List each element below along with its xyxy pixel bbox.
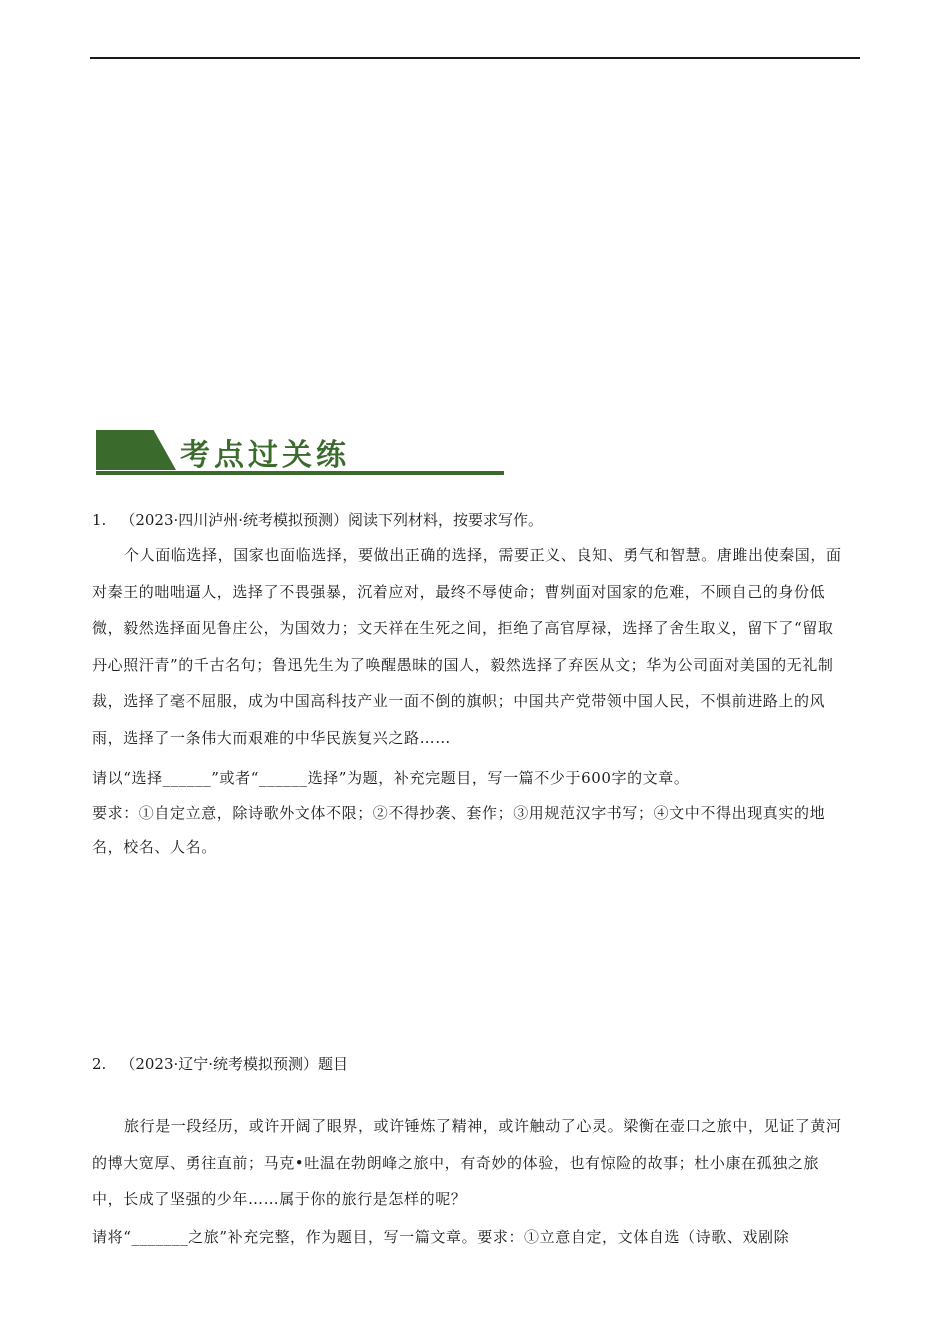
question-number: 1.: [92, 511, 107, 529]
question-number: 2.: [92, 1055, 107, 1073]
question-1-prompt: 请以“选择______”或者“______选择”为题，补充完题目，写一篇不少于600字的文章。: [92, 769, 690, 787]
banner-title: 考点过关练: [180, 438, 350, 473]
banner-block: [96, 430, 176, 470]
header-rule: [90, 57, 860, 59]
question-1-header: [92, 509, 543, 530]
question-1-material: 个人面临选择，国家也面临选择，要做出正确的选择，需要正义、良知、勇气和智慧。唐雎出使秦国，面对秦王的咄咄逼人，选择了不畏强暴，沉着应对，最终不辱使命；曹刿面对国家的危难，不顾自己的身份低微，毅然选择面见鲁庄公，为国效力；文天祥在生死之间，拒绝了高官厚禄，选择了舍生取义，留下了“留取丹心照汗青”的千古名句；鲁迅先生为了唤醒愚昧的国人，毅然选择了弃医从文；华为公司面对美国的无礼制裁，选择了毫不屈服，成为中国高科技产业一面不倒的旗帜；中国共产党带领中国人民，不惧前进路上的风雨，选择了一条伟大而艰难的中华民族复兴之路……: [92, 546, 842, 747]
question-2-prompt: 请将“_______之旅”补充完整，作为题目，写一篇文章。要求：①立意自定，文体自选（诗歌、戏剧除: [92, 1228, 790, 1246]
question-2-material: 旅行是一段经历，或许开阔了眼界，或许锤炼了精神，或许触动了心灵。梁衡在壶口之旅中，见证了黄河的博大宽厚、勇往直前；马克•吐温在勃朗峰之旅中，有奇妙的体验，也有惊险的故事；杜小康在孤独之旅中，长成了坚强的少年……属于你的旅行是怎样的呢？: [92, 1117, 842, 1208]
question-source: （2023·四川泸州·统考模拟预测）阅读下列材料，按要求写作。: [120, 511, 544, 529]
question-source: （2023·辽宁·统考模拟预测）题目: [120, 1055, 349, 1073]
section-banner: [92, 428, 504, 478]
question-1-requirements: 要求：①自定立意，除诗歌外文体不限；②不得抄袭、套作；③用规范汉字书写；④文中不得出现真实的地名，校名、人名。: [92, 804, 826, 856]
question-2-header: [92, 1053, 348, 1074]
